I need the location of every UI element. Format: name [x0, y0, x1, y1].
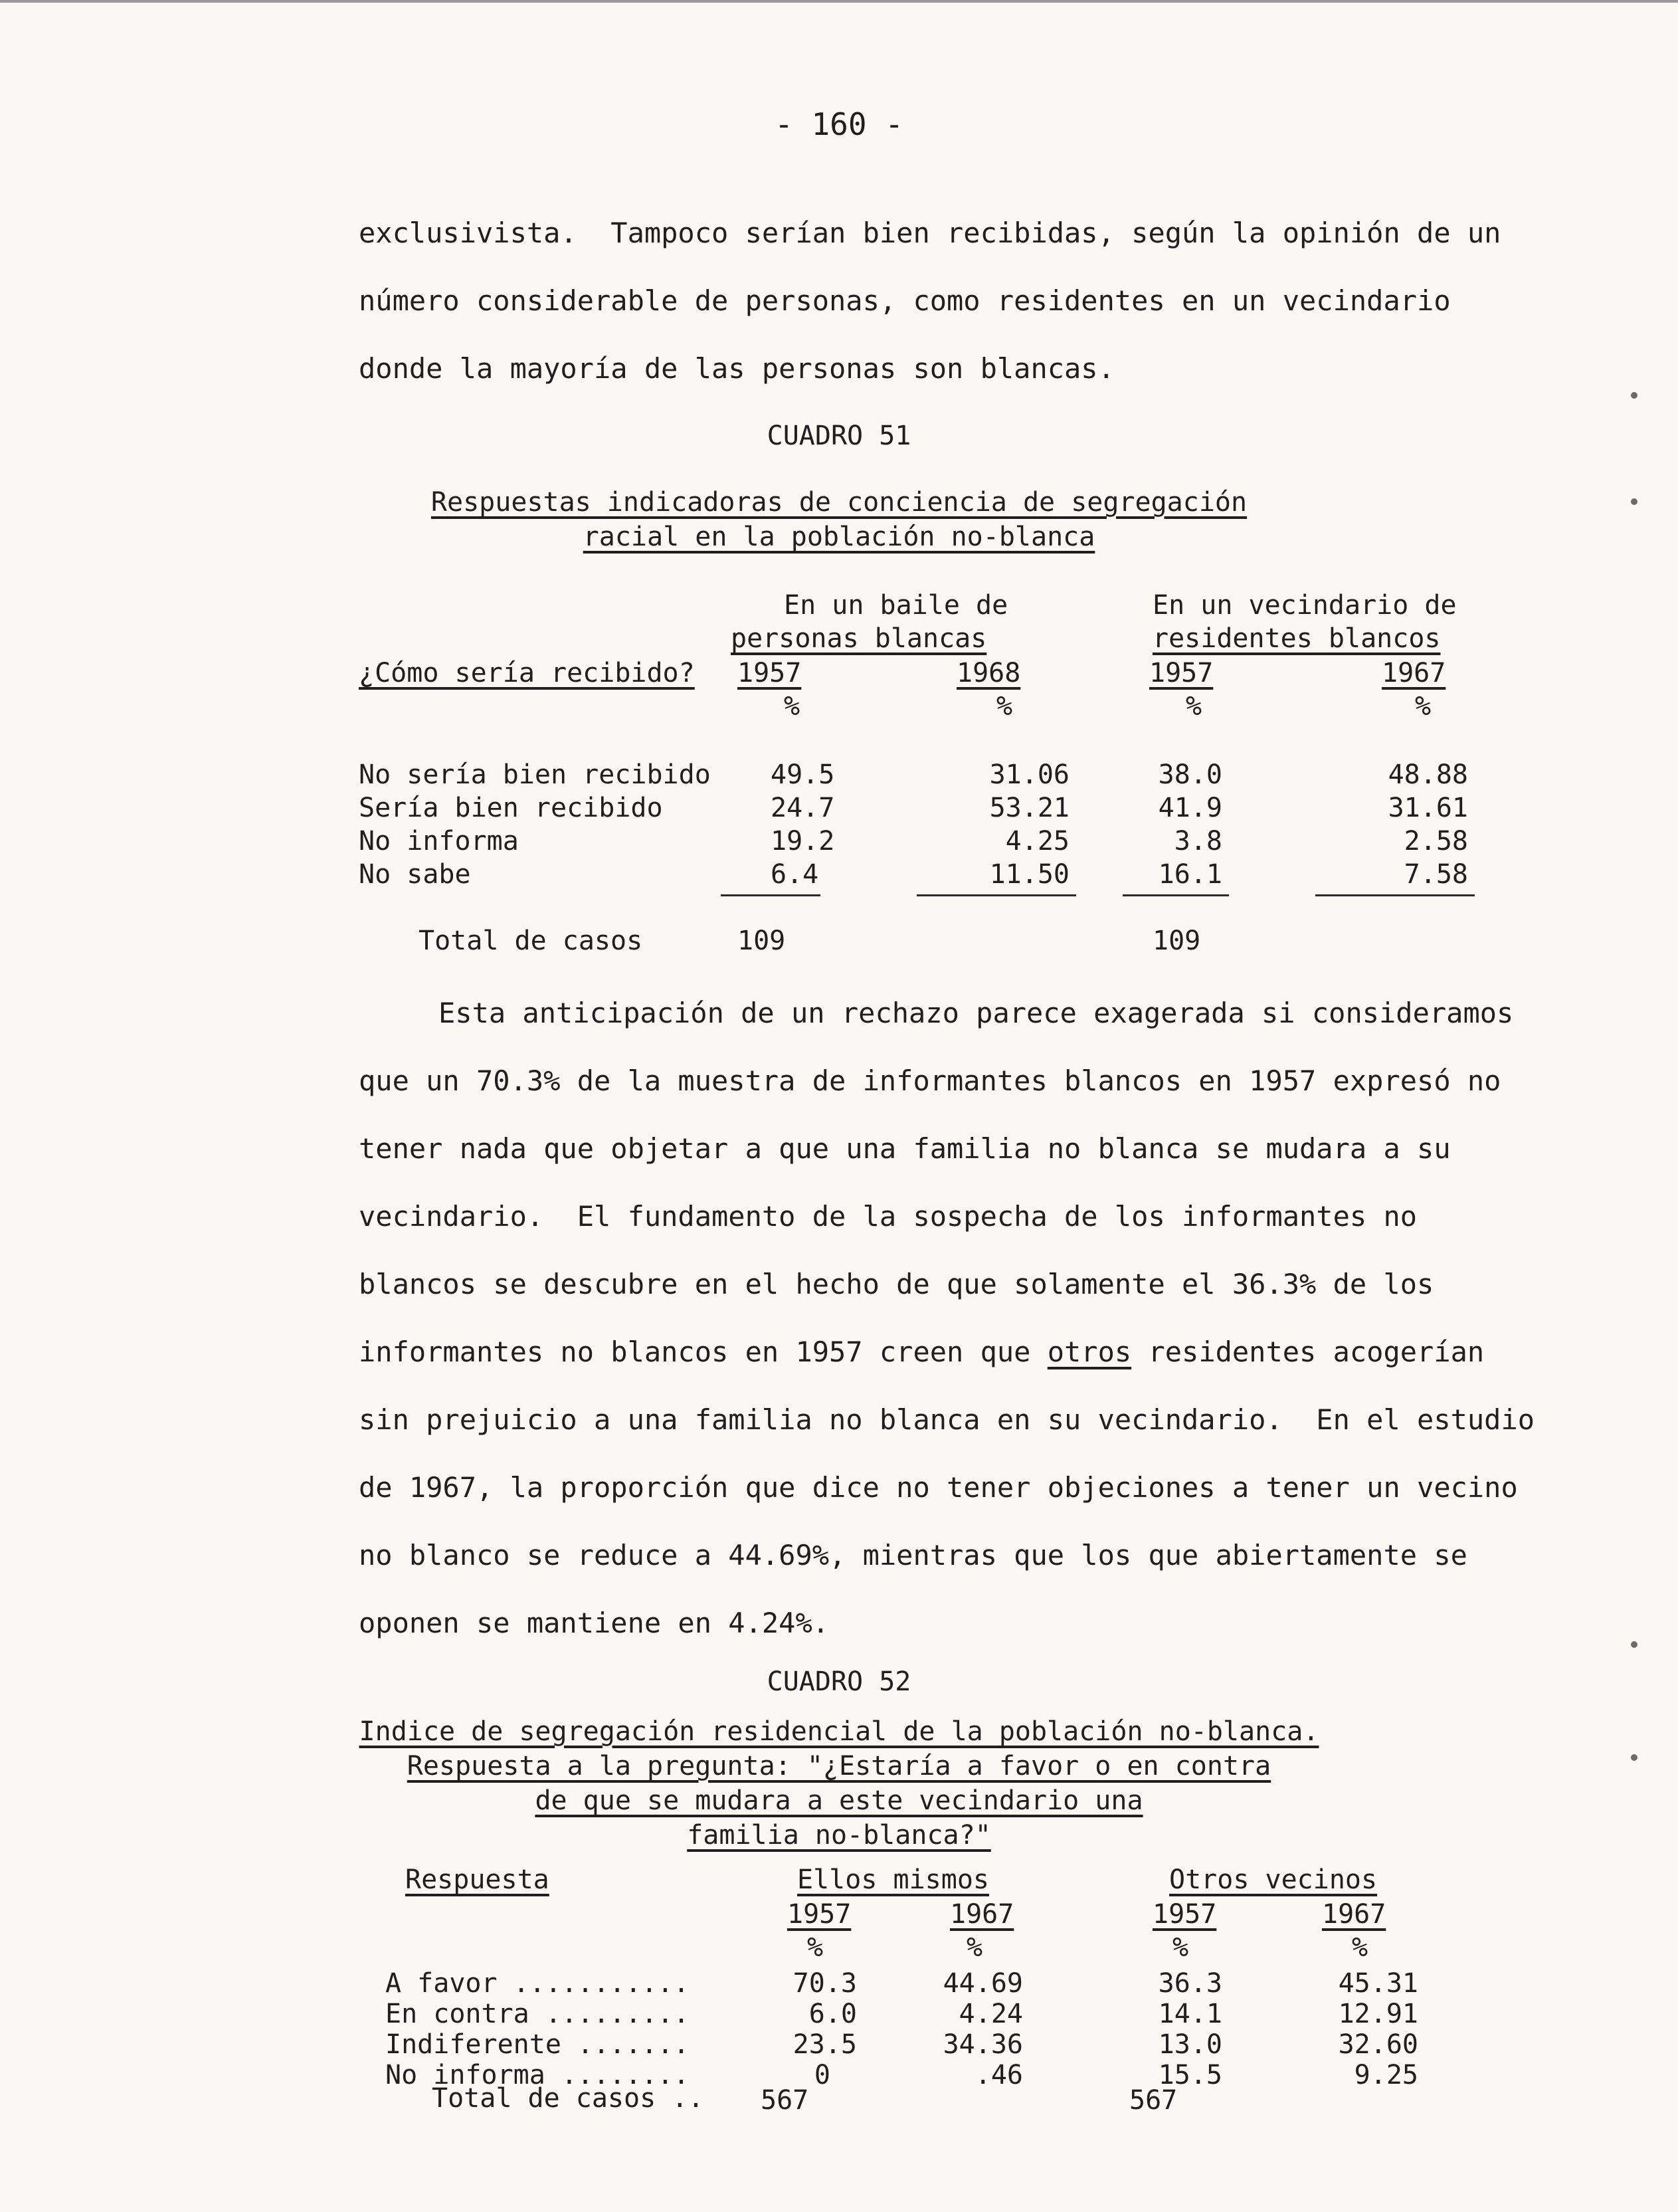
- table-title-line: Respuestas indicadoras de conciencia de segregación: [430, 487, 1248, 518]
- sum-rule: [1123, 894, 1229, 896]
- table-title-line: de que se mudara a este vecindario una: [535, 1785, 1143, 1816]
- paragraph-1: [359, 199, 1554, 403]
- table-cell: 6.4: [771, 859, 819, 890]
- table-cell: 13.0: [1158, 2029, 1222, 2060]
- text-line: tener nada que objetar a que una familia no blanca se mudara a su: [359, 1132, 1451, 1165]
- column-group-header: Ellos mismos: [797, 1864, 989, 1895]
- table-cell: 31.06: [989, 759, 1070, 790]
- underlined-word: otros: [1047, 1336, 1132, 1368]
- scan-edge: [0, 0, 1678, 3]
- table-cell: 14.1: [1158, 1999, 1222, 2029]
- column-group-header: En un baile de: [784, 590, 1008, 621]
- percent-sign: %: [784, 691, 800, 722]
- table-cell: 24.7: [771, 793, 835, 823]
- table-cell: 38.0: [1158, 759, 1222, 790]
- table-52-label: CUADRO 52: [767, 1666, 911, 1697]
- text-line: oponen se mantiene en 4.24%.: [359, 1607, 830, 1639]
- row-label: No sería bien recibido: [359, 759, 711, 790]
- table-title-line: racial en la población no-blanca: [583, 522, 1095, 552]
- text-line: exclusivista. Tampoco serían bien recibidas, según la opinión de un: [359, 217, 1501, 249]
- row-header: Respuesta: [405, 1864, 549, 1895]
- column-group-header: residentes blancos: [1153, 623, 1441, 654]
- percent-sign: %: [807, 1932, 824, 1963]
- text-line: número considerable de personas, como residentes en un vecindario: [359, 284, 1451, 317]
- total-label: Total de casos: [419, 926, 643, 956]
- table-cell: 9.25: [1354, 2060, 1418, 2090]
- row-label: A favor ...........: [385, 1968, 690, 1999]
- table-cell: 23.5: [792, 2029, 857, 2060]
- table-title-line: Indice de segregación residencial de la población no-blanca.: [359, 1716, 1319, 1747]
- table-51-title: [0, 485, 1678, 554]
- table-cell: 12.91: [1338, 1999, 1418, 2029]
- table-cell: 0: [814, 2060, 830, 2090]
- text-run: residentes acogerían: [1131, 1336, 1485, 1368]
- table-cell: 31.61: [1388, 793, 1468, 823]
- row-label: No informa: [359, 826, 519, 856]
- percent-sign: %: [1186, 691, 1202, 722]
- text-line: vecindario. El fundamento de la sospecha de los informantes no: [359, 1200, 1418, 1233]
- table-cell: .46: [975, 2060, 1023, 2090]
- scan-speck: [1631, 1641, 1637, 1648]
- table-cell: 19.2: [771, 826, 835, 856]
- table-cell: 3.8: [1174, 826, 1222, 856]
- text-line: [359, 1318, 1554, 1386]
- column-group-header: En un vecindario de: [1153, 590, 1457, 621]
- table-cell: 44.69: [943, 1968, 1023, 1999]
- table-cell: 34.36: [943, 2029, 1023, 2060]
- row-header: ¿Cómo sería recibido?: [359, 658, 695, 688]
- table-cell: 15.5: [1158, 2060, 1222, 2090]
- row-label: Sería bien recibido: [359, 793, 663, 823]
- percent-sign: %: [967, 1932, 983, 1963]
- table-title-line: familia no-blanca?": [687, 1820, 991, 1851]
- table-51-label: CUADRO 51: [767, 421, 911, 451]
- table-cell: 49.5: [771, 759, 835, 790]
- text-line: blancos se descubre en el hecho de que solamente el 36.3% de los: [359, 1268, 1434, 1300]
- percent-sign: %: [1352, 1932, 1368, 1963]
- table-cell: 36.3: [1158, 1968, 1222, 1999]
- row-label: No informa ........: [385, 2060, 690, 2090]
- year-header: 1957: [1153, 1899, 1217, 1930]
- table-cell: 70.3: [792, 1968, 857, 1999]
- year-header: 1967: [1322, 1899, 1386, 1930]
- total-label: Total de casos ..: [432, 2083, 704, 2114]
- table-cell: 11.50: [989, 859, 1070, 890]
- total-value: 109: [737, 926, 786, 956]
- table-cell: 16.1: [1158, 859, 1222, 890]
- sum-rule: [1315, 894, 1475, 896]
- text-line: Esta anticipación de un rechazo parece exagerada si consideramos: [438, 997, 1514, 1029]
- text-line: sin prejuicio a una familia no blanca en su vecindario. En el estudio: [359, 1403, 1535, 1436]
- text-run: informantes no blancos en 1957 creen que: [359, 1336, 1048, 1368]
- table-cell: 4.24: [959, 1999, 1023, 2029]
- percent-sign: %: [996, 691, 1013, 722]
- text-line: donde la mayoría de las personas son blancas.: [359, 352, 1115, 385]
- paragraph-2: [359, 979, 1554, 1657]
- table-52-title: [0, 1714, 1678, 1853]
- sum-rule: [721, 894, 820, 896]
- table-cell: 7.58: [1404, 859, 1468, 890]
- total-value: 567: [761, 2085, 809, 2116]
- percent-sign: %: [1415, 691, 1432, 722]
- page-number: - 160 -: [775, 106, 903, 142]
- column-group-header: Otros vecinos: [1169, 1864, 1378, 1895]
- percent-sign: %: [1172, 1932, 1189, 1963]
- table-cell: 41.9: [1158, 793, 1222, 823]
- scan-speck: [1631, 498, 1637, 505]
- table-cell: 32.60: [1338, 2029, 1418, 2060]
- text-line: no blanco se reduce a 44.69%, mientras que los que abiertamente se: [359, 1539, 1467, 1571]
- table-cell: 2.58: [1404, 826, 1468, 856]
- year-header: 1957: [1149, 658, 1214, 688]
- row-label: Indiferente .......: [385, 2029, 690, 2060]
- sum-rule: [917, 894, 1076, 896]
- scan-speck: [1631, 392, 1637, 399]
- scan-speck: [1631, 1754, 1637, 1761]
- table-cell: 6.0: [808, 1999, 857, 2029]
- year-header: 1968: [957, 658, 1021, 688]
- table-cell: 4.25: [1005, 826, 1070, 856]
- column-group-header: personas blancas: [731, 623, 987, 654]
- year-header: 1957: [737, 658, 802, 688]
- table-cell: 53.21: [989, 793, 1070, 823]
- year-header: 1967: [950, 1899, 1014, 1930]
- total-value: 567: [1129, 2085, 1178, 2116]
- text-line: de 1967, la proporción que dice no tener objeciones a tener un vecino: [359, 1471, 1518, 1504]
- table-cell: 48.88: [1388, 759, 1468, 790]
- row-label: En contra .........: [385, 1999, 690, 2029]
- table-title-line: Respuesta a la pregunta: "¿Estaría a favor o en contra: [407, 1751, 1271, 1781]
- table-cell: 45.31: [1338, 1968, 1418, 1999]
- total-value: 109: [1153, 926, 1201, 956]
- text-line: que un 70.3% de la muestra de informantes blancos en 1957 expresó no: [359, 1064, 1501, 1097]
- year-header: 1967: [1382, 658, 1446, 688]
- year-header: 1957: [787, 1899, 852, 1930]
- row-label: No sabe: [359, 859, 471, 890]
